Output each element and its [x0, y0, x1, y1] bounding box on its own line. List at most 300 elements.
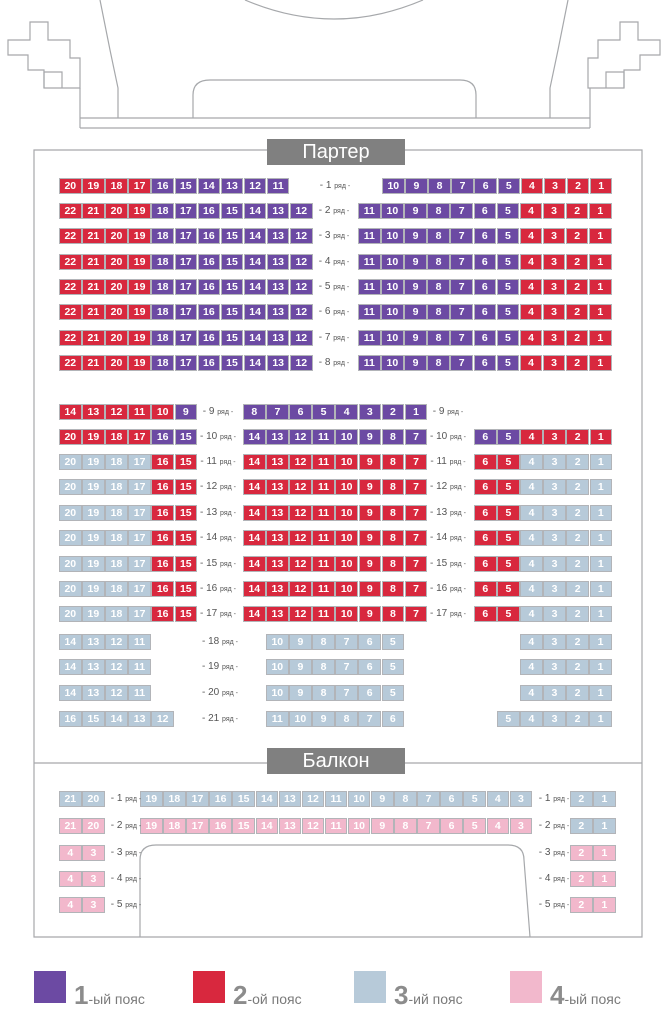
parter-seat-row10-16[interactable]: 16 — [151, 429, 174, 445]
parter-seat-row13-13[interactable]: 13 — [266, 505, 289, 521]
parter-seat-row11-10[interactable]: 10 — [335, 454, 358, 470]
parter-seat-row7-5[interactable]: 5 — [497, 330, 520, 346]
parter-seat-row3-21[interactable]: 21 — [82, 228, 105, 244]
parter-seat-row16-7[interactable]: 7 — [405, 581, 428, 597]
balcony-seat-row2-17[interactable]: 17 — [186, 818, 209, 834]
parter-seat-row12-17[interactable]: 17 — [128, 479, 151, 495]
parter-seat-row5-2[interactable]: 2 — [566, 279, 589, 295]
parter-seat-row19-13[interactable]: 13 — [82, 659, 105, 675]
parter-seat-row3-18[interactable]: 18 — [151, 228, 174, 244]
parter-seat-row18-12[interactable]: 12 — [105, 634, 128, 650]
parter-seat-row7-6[interactable]: 6 — [474, 330, 497, 346]
parter-seat-row2-20[interactable]: 20 — [105, 203, 128, 219]
parter-seat-row10-12[interactable]: 12 — [289, 429, 312, 445]
balcony-seat-row1-18[interactable]: 18 — [163, 791, 186, 807]
parter-seat-row2-18[interactable]: 18 — [151, 203, 174, 219]
parter-seat-row1-18[interactable]: 18 — [105, 178, 128, 194]
parter-seat-row5-17[interactable]: 17 — [175, 279, 198, 295]
parter-seat-row6-6[interactable]: 6 — [474, 304, 497, 320]
parter-seat-row14-1[interactable]: 1 — [590, 530, 613, 546]
parter-seat-row3-13[interactable]: 13 — [267, 228, 290, 244]
parter-seat-row6-7[interactable]: 7 — [450, 304, 473, 320]
parter-seat-row13-2[interactable]: 2 — [566, 505, 589, 521]
parter-seat-row4-12[interactable]: 12 — [290, 254, 313, 270]
parter-seat-row17-5[interactable]: 5 — [497, 606, 520, 622]
parter-seat-row5-13[interactable]: 13 — [267, 279, 290, 295]
balcony-seat-row1-10[interactable]: 10 — [348, 791, 371, 807]
parter-seat-row1-9[interactable]: 9 — [405, 178, 428, 194]
parter-seat-row20-14[interactable]: 14 — [59, 685, 82, 701]
balcony-seat-row1-8[interactable]: 8 — [394, 791, 417, 807]
balcony-seat-row2-10[interactable]: 10 — [348, 818, 371, 834]
parter-seat-row10-6[interactable]: 6 — [474, 429, 497, 445]
parter-seat-row4-14[interactable]: 14 — [244, 254, 267, 270]
parter-seat-row16-15[interactable]: 15 — [175, 581, 198, 597]
parter-seat-row17-6[interactable]: 6 — [474, 606, 497, 622]
parter-seat-row2-1[interactable]: 1 — [589, 203, 612, 219]
parter-seat-row20-8[interactable]: 8 — [312, 685, 335, 701]
parter-seat-row10-15[interactable]: 15 — [175, 429, 198, 445]
parter-seat-row16-1[interactable]: 1 — [590, 581, 613, 597]
parter-seat-row17-18[interactable]: 18 — [105, 606, 128, 622]
parter-seat-row6-3[interactable]: 3 — [543, 304, 566, 320]
parter-seat-row6-10[interactable]: 10 — [381, 304, 404, 320]
parter-seat-row18-9[interactable]: 9 — [289, 634, 312, 650]
parter-seat-row10-14[interactable]: 14 — [243, 429, 266, 445]
parter-seat-row1-13[interactable]: 13 — [221, 178, 244, 194]
parter-seat-row6-18[interactable]: 18 — [151, 304, 174, 320]
parter-seat-row1-20[interactable]: 20 — [59, 178, 82, 194]
parter-seat-row21-8[interactable]: 8 — [335, 711, 358, 727]
parter-seat-row4-21[interactable]: 21 — [82, 254, 105, 270]
balcony-seat-row2-12[interactable]: 12 — [302, 818, 325, 834]
parter-seat-row21-4[interactable]: 4 — [520, 711, 543, 727]
parter-seat-row10-3[interactable]: 3 — [543, 429, 566, 445]
parter-seat-row13-15[interactable]: 15 — [175, 505, 198, 521]
parter-seat-row13-19[interactable]: 19 — [82, 505, 105, 521]
parter-seat-row14-10[interactable]: 10 — [335, 530, 358, 546]
parter-seat-row9-14[interactable]: 14 — [59, 404, 82, 420]
parter-seat-row11-1[interactable]: 1 — [590, 454, 613, 470]
parter-seat-row21-3[interactable]: 3 — [543, 711, 566, 727]
parter-seat-row5-1[interactable]: 1 — [589, 279, 612, 295]
parter-seat-row14-14[interactable]: 14 — [243, 530, 266, 546]
parter-seat-row12-16[interactable]: 16 — [151, 479, 174, 495]
parter-seat-row12-11[interactable]: 11 — [312, 479, 335, 495]
parter-seat-row20-2[interactable]: 2 — [566, 685, 589, 701]
balcony-seat-row1-16[interactable]: 16 — [209, 791, 232, 807]
parter-seat-row14-17[interactable]: 17 — [128, 530, 151, 546]
balcony-seat-row3-4[interactable]: 4 — [59, 845, 82, 861]
parter-seat-row16-5[interactable]: 5 — [497, 581, 520, 597]
parter-seat-row9-4[interactable]: 4 — [335, 404, 358, 420]
parter-seat-row7-15[interactable]: 15 — [221, 330, 244, 346]
parter-seat-row5-15[interactable]: 15 — [221, 279, 244, 295]
parter-seat-row14-15[interactable]: 15 — [175, 530, 198, 546]
parter-seat-row10-17[interactable]: 17 — [128, 429, 151, 445]
parter-seat-row10-1[interactable]: 1 — [590, 429, 613, 445]
parter-seat-row3-6[interactable]: 6 — [474, 228, 497, 244]
parter-seat-row14-9[interactable]: 9 — [359, 530, 382, 546]
parter-seat-row6-17[interactable]: 17 — [175, 304, 198, 320]
parter-seat-row8-4[interactable]: 4 — [520, 355, 543, 371]
parter-seat-row15-13[interactable]: 13 — [266, 556, 289, 572]
parter-seat-row17-13[interactable]: 13 — [266, 606, 289, 622]
parter-seat-row8-13[interactable]: 13 — [267, 355, 290, 371]
balcony-seat-row1-7[interactable]: 7 — [417, 791, 440, 807]
parter-seat-row12-14[interactable]: 14 — [243, 479, 266, 495]
balcony-seat-row4-4[interactable]: 4 — [59, 871, 82, 887]
balcony-seat-row4-1[interactable]: 1 — [593, 871, 616, 887]
parter-seat-row8-18[interactable]: 18 — [151, 355, 174, 371]
balcony-seat-row1-12[interactable]: 12 — [302, 791, 325, 807]
parter-seat-row15-9[interactable]: 9 — [359, 556, 382, 572]
parter-seat-row3-2[interactable]: 2 — [566, 228, 589, 244]
parter-seat-row7-22[interactable]: 22 — [59, 330, 82, 346]
parter-seat-row15-18[interactable]: 18 — [105, 556, 128, 572]
parter-seat-row8-3[interactable]: 3 — [543, 355, 566, 371]
parter-seat-row4-9[interactable]: 9 — [404, 254, 427, 270]
parter-seat-row16-19[interactable]: 19 — [82, 581, 105, 597]
parter-seat-row11-8[interactable]: 8 — [382, 454, 405, 470]
parter-seat-row6-4[interactable]: 4 — [520, 304, 543, 320]
parter-seat-row8-12[interactable]: 12 — [290, 355, 313, 371]
parter-seat-row18-4[interactable]: 4 — [520, 634, 543, 650]
parter-seat-row21-10[interactable]: 10 — [289, 711, 312, 727]
parter-seat-row12-15[interactable]: 15 — [175, 479, 198, 495]
parter-seat-row3-16[interactable]: 16 — [198, 228, 221, 244]
parter-seat-row5-8[interactable]: 8 — [427, 279, 450, 295]
parter-seat-row3-10[interactable]: 10 — [381, 228, 404, 244]
parter-seat-row4-4[interactable]: 4 — [520, 254, 543, 270]
parter-seat-row21-6[interactable]: 6 — [382, 711, 405, 727]
parter-seat-row10-8[interactable]: 8 — [382, 429, 405, 445]
parter-seat-row6-1[interactable]: 1 — [589, 304, 612, 320]
parter-seat-row5-18[interactable]: 18 — [151, 279, 174, 295]
parter-seat-row10-5[interactable]: 5 — [497, 429, 520, 445]
parter-seat-row11-19[interactable]: 19 — [82, 454, 105, 470]
parter-seat-row10-19[interactable]: 19 — [82, 429, 105, 445]
balcony-seat-row2-5[interactable]: 5 — [463, 818, 486, 834]
parter-seat-row3-9[interactable]: 9 — [404, 228, 427, 244]
balcony-seat-row2-16[interactable]: 16 — [209, 818, 232, 834]
parter-seat-row12-10[interactable]: 10 — [335, 479, 358, 495]
parter-seat-row14-19[interactable]: 19 — [82, 530, 105, 546]
parter-seat-row13-16[interactable]: 16 — [151, 505, 174, 521]
parter-seat-row19-1[interactable]: 1 — [589, 659, 612, 675]
parter-seat-row13-6[interactable]: 6 — [474, 505, 497, 521]
parter-seat-row4-18[interactable]: 18 — [151, 254, 174, 270]
parter-seat-row11-11[interactable]: 11 — [312, 454, 335, 470]
parter-seat-row18-1[interactable]: 1 — [589, 634, 612, 650]
parter-seat-row17-12[interactable]: 12 — [289, 606, 312, 622]
parter-seat-row11-17[interactable]: 17 — [128, 454, 151, 470]
parter-seat-row7-9[interactable]: 9 — [404, 330, 427, 346]
parter-seat-row3-17[interactable]: 17 — [175, 228, 198, 244]
parter-seat-row11-3[interactable]: 3 — [543, 454, 566, 470]
parter-seat-row13-8[interactable]: 8 — [382, 505, 405, 521]
parter-seat-row8-2[interactable]: 2 — [566, 355, 589, 371]
parter-seat-row5-10[interactable]: 10 — [381, 279, 404, 295]
parter-seat-row12-12[interactable]: 12 — [289, 479, 312, 495]
parter-seat-row19-12[interactable]: 12 — [105, 659, 128, 675]
parter-seat-row14-20[interactable]: 20 — [59, 530, 82, 546]
parter-seat-row15-19[interactable]: 19 — [82, 556, 105, 572]
parter-seat-row8-16[interactable]: 16 — [198, 355, 221, 371]
parter-seat-row5-6[interactable]: 6 — [474, 279, 497, 295]
balcony-seat-row2-14[interactable]: 14 — [256, 818, 279, 834]
parter-seat-row7-10[interactable]: 10 — [381, 330, 404, 346]
parter-seat-row16-3[interactable]: 3 — [543, 581, 566, 597]
parter-seat-row4-3[interactable]: 3 — [543, 254, 566, 270]
parter-seat-row15-6[interactable]: 6 — [474, 556, 497, 572]
parter-seat-row12-3[interactable]: 3 — [543, 479, 566, 495]
parter-seat-row8-17[interactable]: 17 — [175, 355, 198, 371]
parter-seat-row19-3[interactable]: 3 — [543, 659, 566, 675]
parter-seat-row4-17[interactable]: 17 — [175, 254, 198, 270]
parter-seat-row18-3[interactable]: 3 — [543, 634, 566, 650]
parter-seat-row10-13[interactable]: 13 — [266, 429, 289, 445]
balcony-seat-row1-4[interactable]: 4 — [487, 791, 510, 807]
balcony-seat-row1-6[interactable]: 6 — [440, 791, 463, 807]
parter-seat-row11-20[interactable]: 20 — [59, 454, 82, 470]
parter-seat-row6-14[interactable]: 14 — [244, 304, 267, 320]
parter-seat-row2-21[interactable]: 21 — [82, 203, 105, 219]
parter-seat-row10-10[interactable]: 10 — [335, 429, 358, 445]
parter-seat-row1-2[interactable]: 2 — [567, 178, 590, 194]
parter-seat-row16-10[interactable]: 10 — [335, 581, 358, 597]
parter-seat-row19-11[interactable]: 11 — [128, 659, 151, 675]
parter-seat-row6-21[interactable]: 21 — [82, 304, 105, 320]
parter-seat-row13-20[interactable]: 20 — [59, 505, 82, 521]
balcony-seat-row3-2[interactable]: 2 — [570, 845, 593, 861]
parter-seat-row12-2[interactable]: 2 — [566, 479, 589, 495]
parter-seat-row9-3[interactable]: 3 — [359, 404, 382, 420]
parter-seat-row13-12[interactable]: 12 — [289, 505, 312, 521]
parter-seat-row11-4[interactable]: 4 — [520, 454, 543, 470]
balcony-seat-row4-3[interactable]: 3 — [82, 871, 105, 887]
parter-seat-row14-12[interactable]: 12 — [289, 530, 312, 546]
parter-seat-row17-15[interactable]: 15 — [175, 606, 198, 622]
parter-seat-row4-5[interactable]: 5 — [497, 254, 520, 270]
balcony-seat-row2-4[interactable]: 4 — [487, 818, 510, 834]
parter-seat-row3-1[interactable]: 1 — [589, 228, 612, 244]
parter-seat-row3-5[interactable]: 5 — [497, 228, 520, 244]
parter-seat-row10-18[interactable]: 18 — [105, 429, 128, 445]
parter-seat-row19-10[interactable]: 10 — [266, 659, 289, 675]
parter-seat-row19-7[interactable]: 7 — [335, 659, 358, 675]
parter-seat-row14-6[interactable]: 6 — [474, 530, 497, 546]
parter-seat-row6-19[interactable]: 19 — [128, 304, 151, 320]
parter-seat-row12-5[interactable]: 5 — [497, 479, 520, 495]
parter-seat-row16-4[interactable]: 4 — [520, 581, 543, 597]
parter-seat-row7-18[interactable]: 18 — [151, 330, 174, 346]
parter-seat-row14-11[interactable]: 11 — [312, 530, 335, 546]
parter-seat-row1-3[interactable]: 3 — [544, 178, 567, 194]
parter-seat-row18-14[interactable]: 14 — [59, 634, 82, 650]
balcony-seat-row2-20[interactable]: 20 — [82, 818, 105, 834]
parter-seat-row2-19[interactable]: 19 — [128, 203, 151, 219]
parter-seat-row4-10[interactable]: 10 — [381, 254, 404, 270]
parter-seat-row18-7[interactable]: 7 — [335, 634, 358, 650]
balcony-seat-row2-18[interactable]: 18 — [163, 818, 186, 834]
parter-seat-row2-12[interactable]: 12 — [290, 203, 313, 219]
balcony-seat-row2-3[interactable]: 3 — [510, 818, 533, 834]
parter-seat-row8-22[interactable]: 22 — [59, 355, 82, 371]
balcony-seat-row1-13[interactable]: 13 — [279, 791, 302, 807]
parter-seat-row2-15[interactable]: 15 — [221, 203, 244, 219]
parter-seat-row2-9[interactable]: 9 — [404, 203, 427, 219]
parter-seat-row20-10[interactable]: 10 — [266, 685, 289, 701]
parter-seat-row17-9[interactable]: 9 — [359, 606, 382, 622]
parter-seat-row19-5[interactable]: 5 — [382, 659, 405, 675]
balcony-seat-row1-2[interactable]: 2 — [570, 791, 593, 807]
parter-seat-row7-21[interactable]: 21 — [82, 330, 105, 346]
parter-seat-row7-7[interactable]: 7 — [450, 330, 473, 346]
parter-seat-row5-11[interactable]: 11 — [358, 279, 381, 295]
parter-seat-row5-3[interactable]: 3 — [543, 279, 566, 295]
parter-seat-row14-7[interactable]: 7 — [405, 530, 428, 546]
balcony-seat-row2-21[interactable]: 21 — [59, 818, 82, 834]
balcony-seat-row1-19[interactable]: 19 — [140, 791, 163, 807]
parter-seat-row14-2[interactable]: 2 — [566, 530, 589, 546]
parter-seat-row21-16[interactable]: 16 — [59, 711, 82, 727]
parter-seat-row12-20[interactable]: 20 — [59, 479, 82, 495]
balcony-seat-row1-3[interactable]: 3 — [510, 791, 533, 807]
balcony-seat-row1-21[interactable]: 21 — [59, 791, 82, 807]
balcony-seat-row5-3[interactable]: 3 — [82, 897, 105, 913]
parter-seat-row2-22[interactable]: 22 — [59, 203, 82, 219]
parter-seat-row4-1[interactable]: 1 — [589, 254, 612, 270]
balcony-seat-row1-20[interactable]: 20 — [82, 791, 105, 807]
parter-seat-row9-12[interactable]: 12 — [105, 404, 128, 420]
parter-seat-row7-20[interactable]: 20 — [105, 330, 128, 346]
parter-seat-row7-3[interactable]: 3 — [543, 330, 566, 346]
parter-seat-row4-15[interactable]: 15 — [221, 254, 244, 270]
parter-seat-row4-13[interactable]: 13 — [267, 254, 290, 270]
parter-seat-row8-11[interactable]: 11 — [358, 355, 381, 371]
parter-seat-row3-11[interactable]: 11 — [358, 228, 381, 244]
parter-seat-row12-8[interactable]: 8 — [382, 479, 405, 495]
parter-seat-row20-6[interactable]: 6 — [358, 685, 381, 701]
parter-seat-row2-8[interactable]: 8 — [427, 203, 450, 219]
parter-seat-row16-13[interactable]: 13 — [266, 581, 289, 597]
parter-seat-row17-10[interactable]: 10 — [335, 606, 358, 622]
balcony-seat-row2-7[interactable]: 7 — [417, 818, 440, 834]
parter-seat-row13-4[interactable]: 4 — [520, 505, 543, 521]
parter-seat-row1-1[interactable]: 1 — [590, 178, 613, 194]
parter-seat-row4-2[interactable]: 2 — [566, 254, 589, 270]
parter-seat-row12-13[interactable]: 13 — [266, 479, 289, 495]
parter-seat-row12-1[interactable]: 1 — [590, 479, 613, 495]
parter-seat-row4-19[interactable]: 19 — [128, 254, 151, 270]
parter-seat-row1-11[interactable]: 11 — [267, 178, 290, 194]
parter-seat-row15-3[interactable]: 3 — [543, 556, 566, 572]
balcony-seat-row3-3[interactable]: 3 — [82, 845, 105, 861]
parter-seat-row11-16[interactable]: 16 — [151, 454, 174, 470]
balcony-seat-row1-5[interactable]: 5 — [463, 791, 486, 807]
balcony-seat-row2-1[interactable]: 1 — [593, 818, 616, 834]
parter-seat-row5-5[interactable]: 5 — [497, 279, 520, 295]
parter-seat-row2-7[interactable]: 7 — [450, 203, 473, 219]
parter-seat-row17-3[interactable]: 3 — [543, 606, 566, 622]
parter-seat-row20-13[interactable]: 13 — [82, 685, 105, 701]
parter-seat-row21-13[interactable]: 13 — [128, 711, 151, 727]
parter-seat-row12-4[interactable]: 4 — [520, 479, 543, 495]
parter-seat-row9-5[interactable]: 5 — [312, 404, 335, 420]
parter-seat-row13-1[interactable]: 1 — [590, 505, 613, 521]
parter-seat-row20-3[interactable]: 3 — [543, 685, 566, 701]
parter-seat-row20-5[interactable]: 5 — [382, 685, 405, 701]
parter-seat-row4-22[interactable]: 22 — [59, 254, 82, 270]
parter-seat-row19-6[interactable]: 6 — [358, 659, 381, 675]
parter-seat-row15-2[interactable]: 2 — [566, 556, 589, 572]
parter-seat-row11-15[interactable]: 15 — [175, 454, 198, 470]
parter-seat-row12-19[interactable]: 19 — [82, 479, 105, 495]
parter-seat-row20-11[interactable]: 11 — [128, 685, 151, 701]
parter-seat-row19-8[interactable]: 8 — [312, 659, 335, 675]
parter-seat-row16-11[interactable]: 11 — [312, 581, 335, 597]
parter-seat-row19-9[interactable]: 9 — [289, 659, 312, 675]
parter-seat-row1-19[interactable]: 19 — [82, 178, 105, 194]
parter-seat-row8-19[interactable]: 19 — [128, 355, 151, 371]
parter-seat-row13-3[interactable]: 3 — [543, 505, 566, 521]
parter-seat-row12-18[interactable]: 18 — [105, 479, 128, 495]
parter-seat-row9-11[interactable]: 11 — [128, 404, 151, 420]
parter-seat-row15-17[interactable]: 17 — [128, 556, 151, 572]
balcony-seat-row2-19[interactable]: 19 — [140, 818, 163, 834]
parter-seat-row2-10[interactable]: 10 — [381, 203, 404, 219]
parter-seat-row14-16[interactable]: 16 — [151, 530, 174, 546]
parter-seat-row2-11[interactable]: 11 — [358, 203, 381, 219]
parter-seat-row16-20[interactable]: 20 — [59, 581, 82, 597]
parter-seat-row2-17[interactable]: 17 — [175, 203, 198, 219]
parter-seat-row19-4[interactable]: 4 — [520, 659, 543, 675]
parter-seat-row20-9[interactable]: 9 — [289, 685, 312, 701]
balcony-seat-row1-9[interactable]: 9 — [371, 791, 394, 807]
parter-seat-row2-3[interactable]: 3 — [543, 203, 566, 219]
parter-seat-row12-6[interactable]: 6 — [474, 479, 497, 495]
balcony-seat-row2-9[interactable]: 9 — [371, 818, 394, 834]
balcony-seat-row1-1[interactable]: 1 — [593, 791, 616, 807]
parter-seat-row6-22[interactable]: 22 — [59, 304, 82, 320]
parter-seat-row10-7[interactable]: 7 — [405, 429, 428, 445]
parter-seat-row11-7[interactable]: 7 — [405, 454, 428, 470]
parter-seat-row7-19[interactable]: 19 — [128, 330, 151, 346]
parter-seat-row21-2[interactable]: 2 — [566, 711, 589, 727]
parter-seat-row5-16[interactable]: 16 — [198, 279, 221, 295]
parter-seat-row4-7[interactable]: 7 — [450, 254, 473, 270]
parter-seat-row5-14[interactable]: 14 — [244, 279, 267, 295]
parter-seat-row20-12[interactable]: 12 — [105, 685, 128, 701]
parter-seat-row9-1[interactable]: 1 — [405, 404, 428, 420]
balcony-seat-row5-2[interactable]: 2 — [570, 897, 593, 913]
parter-seat-row3-12[interactable]: 12 — [290, 228, 313, 244]
parter-seat-row16-17[interactable]: 17 — [128, 581, 151, 597]
parter-seat-row5-7[interactable]: 7 — [450, 279, 473, 295]
parter-seat-row17-1[interactable]: 1 — [590, 606, 613, 622]
parter-seat-row18-6[interactable]: 6 — [358, 634, 381, 650]
parter-seat-row7-4[interactable]: 4 — [520, 330, 543, 346]
parter-seat-row2-5[interactable]: 5 — [497, 203, 520, 219]
parter-seat-row17-20[interactable]: 20 — [59, 606, 82, 622]
parter-seat-row15-12[interactable]: 12 — [289, 556, 312, 572]
parter-seat-row15-10[interactable]: 10 — [335, 556, 358, 572]
parter-seat-row21-7[interactable]: 7 — [358, 711, 381, 727]
parter-seat-row18-11[interactable]: 11 — [128, 634, 151, 650]
parter-seat-row15-7[interactable]: 7 — [405, 556, 428, 572]
parter-seat-row13-7[interactable]: 7 — [405, 505, 428, 521]
